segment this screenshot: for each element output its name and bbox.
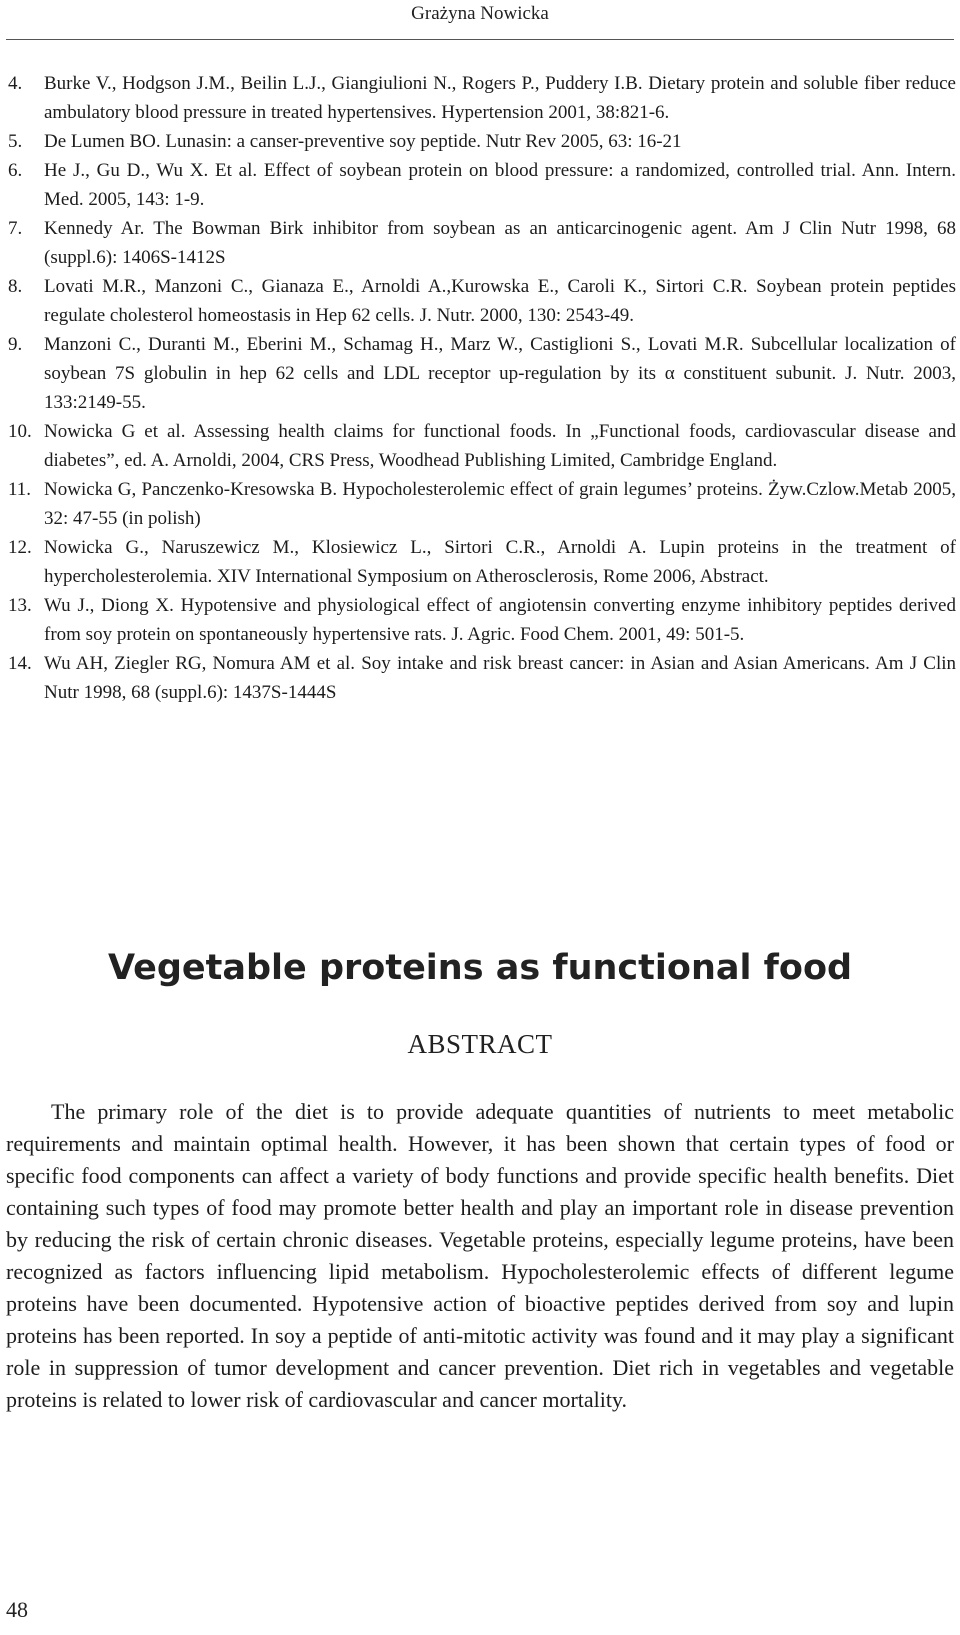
reference-item [8, 475, 956, 533]
reference-number: 14. [8, 653, 32, 674]
reference-text: Nowicka G et al. Assessing health claims for functional foods. In „Functional foods, cardiovascular disease and diabetes”, ed. A. Arnoldi, 2004, CRS Press, Woodhead Publishing Limited, Cambridge England. [44, 421, 956, 471]
reference-item [8, 156, 956, 214]
reference-number: 5. [8, 131, 23, 152]
reference-text: Lovati M.R., Manzoni C., Gianaza E., Arnoldi A.,Kurowska E., Caroli K., Sirtori C.R. Soybean protein peptides regulate cholesterol homeostasis in Hep 62 cells. J. Nutr. 2000, 130: 2543-49. [44, 276, 956, 326]
reference-text: Wu AH, Ziegler RG, Nomura AM et al. Soy intake and risk breast cancer: in Asian and Asian Americans. Am J Clin Nutr 1998, 68 (suppl.6): 1437S-1444S [44, 653, 956, 703]
reference-text: De Lumen BO. Lunasin: a canser-preventive soy peptide. Nutr Rev 2005, 63: 16-21 [44, 131, 682, 152]
reference-number: 12. [8, 537, 32, 558]
reference-number: 6. [8, 160, 23, 181]
reference-number: 9. [8, 334, 23, 355]
reference-number: 7. [8, 218, 23, 239]
reference-item [8, 533, 956, 591]
paper-title: Vegetable proteins as functional food [107, 948, 853, 988]
reference-item [8, 649, 956, 707]
reference-list [8, 69, 956, 707]
abstract-heading: ABSTRACT [407, 1029, 553, 1059]
reference-text: Nowicka G, Panczenko-Kresowska B. Hypocholesterolemic effect of grain legumes’ proteins. Żyw.Czlow.Metab 2005, 32: 47-55 (in polish) [44, 479, 956, 529]
reference-text: Wu J., Diong X. Hypotensive and physiological effect of angiotensin converting enzyme inhibitory peptides derived from soy protein on spontaneously hypertensive rats. J. Agric. Food Chem. 2001, 49: 501-5. [44, 595, 956, 645]
reference-item [8, 591, 956, 649]
reference-number: 4. [8, 73, 23, 94]
reference-number: 10. [8, 421, 32, 442]
header-rule [6, 39, 954, 40]
reference-text: Kennedy Ar. The Bowman Birk inhibitor from soybean as an anticarcinogenic agent. Am J Clin Nutr 1998, 68 (suppl.6): 1406S-1412S [44, 218, 956, 268]
reference-number: 11. [8, 479, 32, 500]
reference-text: He J., Gu D., Wu X. Et al. Effect of soybean protein on blood pressure: a randomized, controlled trial. Ann. Intern. Med. 2005, 143: 1-9. [44, 160, 956, 210]
running-header: Grażyna Nowicka [411, 3, 549, 24]
reference-item [8, 330, 956, 417]
reference-text: Nowicka G., Naruszewicz M., Klosiewicz L., Sirtori C.R., Arnoldi A. Lupin proteins in the treatment of hypercholesterolemia. XIV International Symposium on Atherosclerosis, Rome 2006, Abstract. [44, 537, 956, 587]
abstract-text: The primary role of the diet is to provide adequate quantities of nutrients to meet metabolic requirements and maintain optimal health. However, it has been shown that certain types of food or specific food components can affect a variety of body functions and provide specific health benefits. Diet containing such types of food may promote better health and play an important role in disease prevention by reducing the risk of certain chronic diseases. Vegetable proteins, especially legume proteins, have been recognized as factors influencing lipid metabolism. Hypocholesterolemic effects of different legume proteins have been documented. Hypotensive action of bioactive peptides derived from soy and lupin proteins has been reported. In soy a peptide of anti-mitotic activity was found and it may play a significant role in suppression of tumor development and cancer prevention. Diet rich in vegetables and vegetable proteins is related to lower risk of cardiovascular and cancer mortality. [6, 1099, 954, 1412]
reference-item [8, 127, 956, 156]
reference-number: 13. [8, 595, 32, 616]
page-number: 48 [6, 1597, 28, 1622]
reference-item [8, 417, 956, 475]
reference-number: 8. [8, 276, 23, 297]
reference-text: Manzoni C., Duranti M., Eberini M., Schamag H., Marz W., Castiglioni S., Lovati M.R. Subcellular localization of soybean 7S globulin in hep 62 cells and LDL receptor up-regulation by its α constituent subunit. J. Nutr. 2003, 133:2149-55. [44, 334, 956, 413]
reference-item [8, 69, 956, 127]
reference-item [8, 272, 956, 330]
reference-item [8, 214, 956, 272]
reference-text: Burke V., Hodgson J.M., Beilin L.J., Giangiulioni N., Rogers P., Puddery I.B. Dietary protein and soluble fiber reduce ambulatory blood pressure in treated hypertensives. Hypertension 2001, 38:821-6. [44, 73, 956, 123]
